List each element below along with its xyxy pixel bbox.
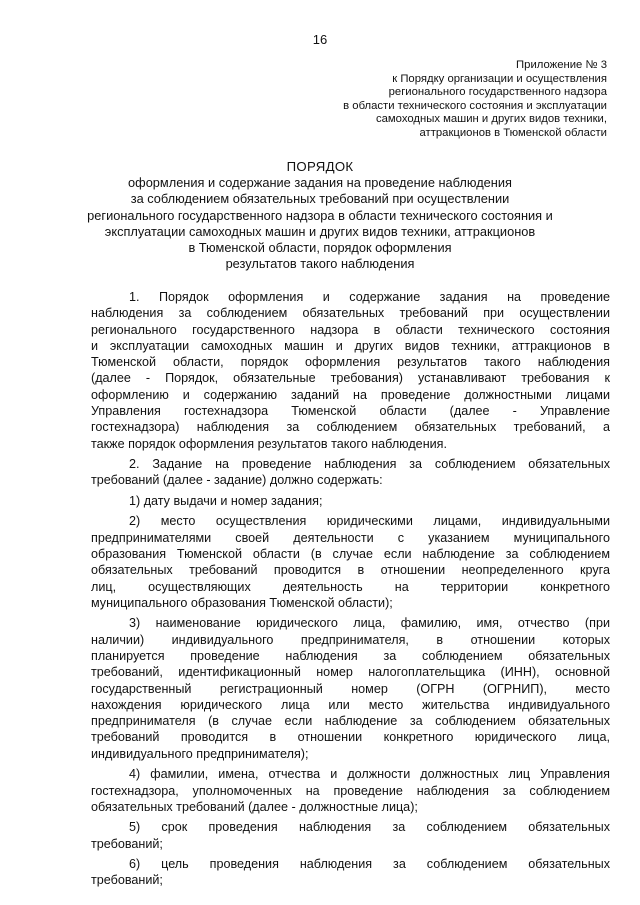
appendix-note [277, 59, 607, 141]
title-line: в Тюменской области, порядок оформления [188, 240, 452, 256]
appendix-line: регионального государственного надзора [388, 86, 607, 99]
paragraph-line: 5) срок проведения наблюдения за соблюдением обязательных [129, 820, 610, 835]
paragraph-line: обязательных требований (далее - должностные лица); [91, 799, 418, 814]
paragraph-line: обязательных требований проводится в отношении неопределенного круга [91, 563, 610, 578]
title-line: эксплуатации самоходных машин и других видов техники, аттракционов [104, 223, 536, 239]
title-line: результатов такого наблюдения [225, 256, 415, 272]
title-heading: ПОРЯДОК [286, 159, 354, 174]
appendix-line: к Порядку организации и осуществления [392, 72, 607, 85]
document-body [91, 289, 610, 893]
paragraph-line: Тюменской области, порядок оформления результатов такого наблюдения [91, 355, 610, 370]
page-number: 16 [312, 32, 328, 47]
title-line: оформления и содержание задания на проведение наблюдения [128, 175, 512, 191]
paragraph-line: 2) место осуществления юридическими лицами, индивидуальными [129, 514, 610, 529]
title-line: за соблюдением обязательных требований при осуществлении [130, 191, 510, 207]
paragraph-line: 6) цель проведения наблюдения за соблюдением обязательных [129, 857, 610, 872]
paragraph-line: регионального государственного надзора в области технического состояния [91, 322, 610, 337]
body-paragraph [91, 513, 610, 611]
paragraph-line: 2. Задание на проведение наблюдения за соблюдением обязательных [129, 457, 610, 472]
body-paragraph [91, 819, 610, 852]
paragraph-line: также порядок оформления результатов такого наблюдения. [91, 436, 447, 451]
paragraph-line: муниципального образования Тюменской области); [91, 595, 393, 610]
body-paragraph [91, 766, 610, 815]
body-paragraph [91, 493, 610, 509]
appendix-line: самоходных машин и других видов техники, [375, 113, 607, 126]
document-title [60, 159, 580, 272]
paragraph-line: индивидуального предпринимателя); [91, 746, 309, 761]
paragraph-line: наличии) индивидуального предпринимателя, в отношении которых [91, 632, 610, 647]
appendix-line: аттракционов в Тюменской области [419, 126, 607, 139]
body-paragraph [91, 456, 610, 489]
paragraph-line: 1. Порядок оформления и содержание задания на проведение [129, 290, 610, 304]
paragraph-line: требований (далее - задание) должно содержать: [91, 473, 383, 488]
paragraph-line: требований; [91, 836, 163, 851]
paragraph-line: образования Тюменской области (в случае если наблюдение за соблюдением [91, 547, 610, 562]
paragraph-line: 3) наименование юридического лица, фамилию, имя, отчество (при [129, 616, 610, 631]
appendix-line: в области технического состояния и эксплуатации [343, 99, 607, 112]
appendix-line: Приложение № 3 [516, 59, 607, 71]
paragraph-line: планируется проведение наблюдения за соблюдением обязательных [91, 648, 610, 663]
body-paragraph [91, 615, 610, 762]
paragraph-line: государственный регистрационный номер (ОГРН (ОГРНИП), место [91, 681, 610, 696]
paragraph-line: и эксплуатации самоходных машин и других видов техники, аттракционов в [91, 338, 610, 353]
body-paragraph [91, 856, 610, 889]
paragraph-line: (далее - Порядок, обязательные требования) устанавливают требования к [91, 371, 610, 386]
paragraph-line: требований, идентификационный номер налогоплательщика (ИНН), основной [91, 665, 610, 680]
body-paragraph [91, 289, 610, 452]
paragraph-line: оформлению и содержанию заданий на проведение должностными лицами [91, 387, 610, 402]
paragraph-line: предпринимателя (в случае если наблюдение за соблюдением обязательных [91, 714, 610, 729]
paragraph-line: наблюдения за соблюдением обязательных требований при осуществлении [91, 306, 610, 321]
paragraph-line: гостехнадзора, уполномоченных на проведение наблюдения за соблюдением [91, 783, 610, 798]
paragraph-line: Управления гостехнадзора Тюменской области (далее - Управление [91, 404, 610, 419]
paragraph-line: предпринимателями своей деятельности с указанием муниципального [91, 530, 610, 545]
paragraph-line: требований; [91, 873, 163, 888]
title-line: регионального государственного надзора в области технического состояния и [87, 207, 553, 223]
paragraph-line: нахождения юридического лица или место жительства индивидуального [91, 697, 610, 712]
paragraph-line: 1) дату выдачи и номер задания; [129, 493, 323, 508]
paragraph-line: лиц, осуществляющих деятельность на территории конкретного [91, 579, 610, 594]
paragraph-line: 4) фамилии, имена, отчества и должности должностных лиц Управления [129, 767, 610, 782]
paragraph-line: гостехнадзора) наблюдения за соблюдением обязательных требований, а [91, 420, 610, 435]
paragraph-line: требований проводится в отношении конкретного юридического лица, [91, 730, 610, 745]
